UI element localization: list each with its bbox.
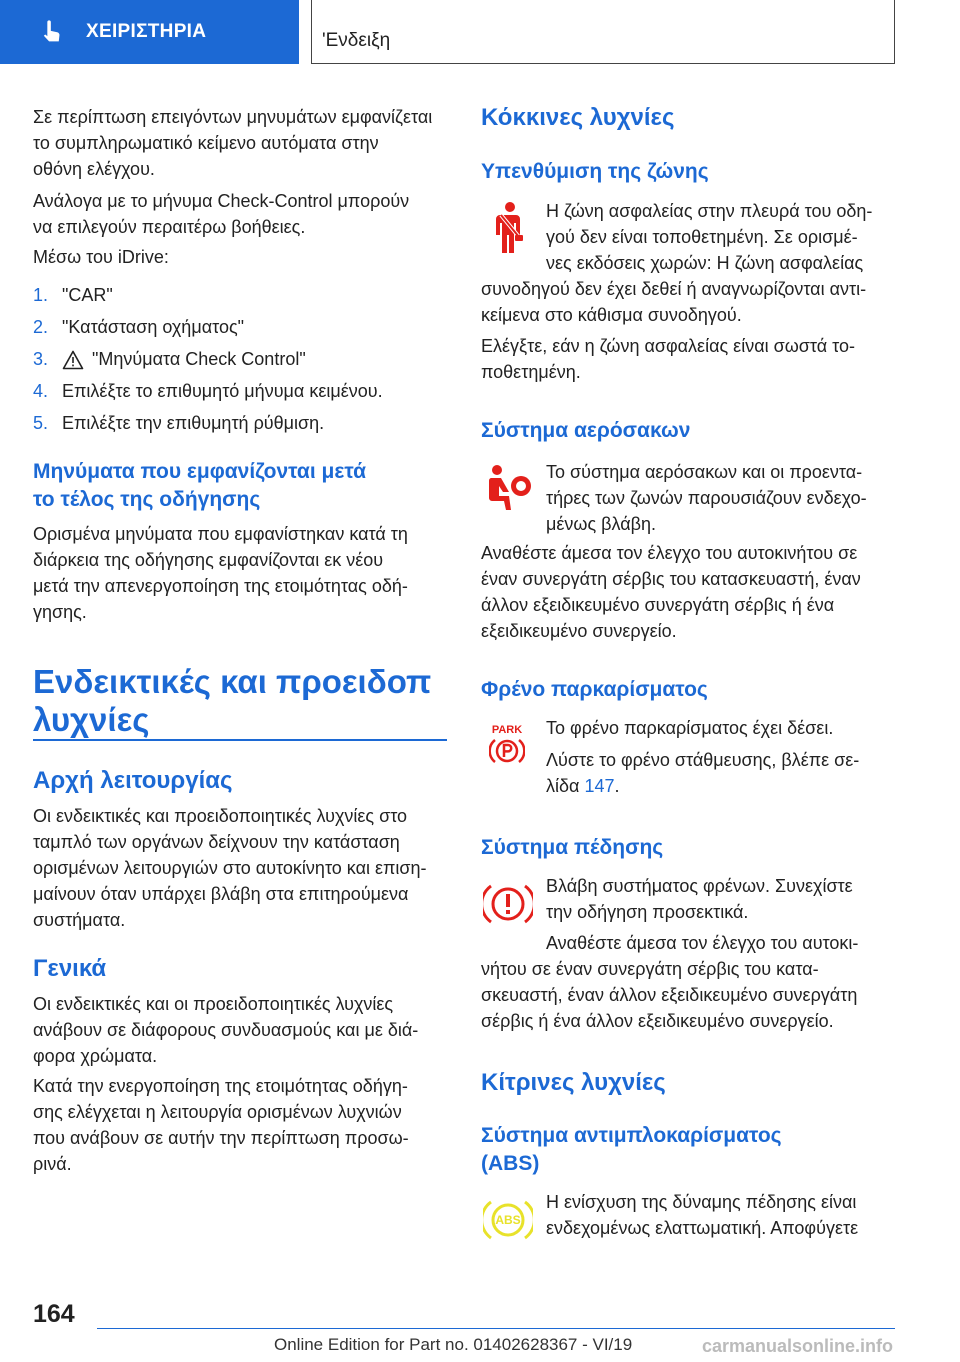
text-line: γησης. xyxy=(33,602,87,622)
section-heading-after-drive xyxy=(33,458,366,514)
subheading-brake-system: Σύστημα πέδησης xyxy=(481,836,664,859)
general-paragraph-1 xyxy=(33,991,418,1069)
park-text-3 xyxy=(546,773,620,799)
step-number: 1. xyxy=(33,285,49,305)
text-line: Ορισμένα μηνύματα που εμφανίστηκαν κατά τη xyxy=(33,524,408,544)
text-line: άλλον εξειδικευμένο συνεργάτη σέρβις ή ένα xyxy=(481,595,835,615)
text-line: Οι ενδεικτικές και προειδοποιητικές λυχνίες στο xyxy=(33,806,408,826)
step-text: Επιλέξτε την επιθυμητή ρύθμιση. xyxy=(62,413,325,433)
text-line: ενδεχομένως ελαττωματική. Αποφύγετε xyxy=(546,1218,859,1238)
text-line: έναν συνεργάτη σέρβις του κατασκευαστή, έναν xyxy=(481,569,861,589)
idrive-paragraph: Μέσω του iDrive: xyxy=(33,247,169,267)
text-line: εξειδικευμένο συνεργείο. xyxy=(481,621,677,641)
function-paragraph xyxy=(33,803,427,933)
text-line: σκευαστή, έναν άλλον εξειδικευμένο συνεργάτη xyxy=(481,985,858,1005)
subheading-parking-brake: Φρένο παρκαρίσματος xyxy=(481,678,708,701)
text-line: Σε περίπτωση επειγόντων μηνυμάτων εμφανίζεται xyxy=(33,107,433,127)
parking-brake-icon xyxy=(489,724,525,768)
brake-service-first-line: Αναθέστε άμεσα τον έλεγχο του αυτοκι- xyxy=(546,933,859,953)
intro-paragraph xyxy=(33,104,432,182)
text-line: συνοδηγού δεν έχει δεθεί ή αναγνωρίζονται αντι- xyxy=(481,279,867,299)
text-line: την οδήγηση προσεκτικά. xyxy=(546,902,749,922)
abs-text xyxy=(546,1189,858,1241)
text-line: σέρβις ή ένα άλλον εξειδικευμένο συνεργείο. xyxy=(481,1011,834,1031)
text-line: ταμπλό των οργάνων δείχνουν την κατάσταση xyxy=(33,832,400,852)
seatbelt-check-paragraph xyxy=(481,333,855,385)
section-heading-yellow-lights: Κίτρινες λυχνίες xyxy=(481,1069,666,1096)
heading-line: Σύστημα αντιμπλοκαρίσματος xyxy=(481,1124,782,1147)
step-text: Επιλέξτε το επιθυμητό μήνυμα κειμένου. xyxy=(62,381,383,401)
text-span: . xyxy=(614,776,620,796)
brake-text xyxy=(546,873,853,925)
text-line: Κατά την ενεργοποίηση της ετοιμότητας οδήγη- xyxy=(33,1076,408,1096)
heading-line: Μηνύματα που εμφανίζονται μετά xyxy=(33,460,367,483)
warning-triangle-icon xyxy=(62,350,84,370)
step-number: 3. xyxy=(33,349,49,369)
text-line: σης ελέγχεται η λειτουργία ορισμένων λυχνιών xyxy=(33,1102,402,1122)
text-line: φορα χρώματα. xyxy=(33,1046,158,1066)
step-number: 2. xyxy=(33,317,49,337)
subheading-abs xyxy=(481,1122,782,1178)
after-drive-paragraph xyxy=(33,521,408,625)
edition-note: Online Edition for Part no. 01402628367 - VI/19 xyxy=(274,1335,633,1354)
text-line: κείμενα στο κάθισμα συνοδηγού. xyxy=(481,305,742,325)
section-heading-function: Αρχή λειτουργίας xyxy=(33,767,233,794)
step-number: 5. xyxy=(33,413,49,433)
seatbelt-text-indented xyxy=(546,198,872,276)
text-line: διάρκεια της οδήγησης εμφανίζονται εκ νέου xyxy=(33,550,384,570)
text-line: μετά την απενεργοποίηση της ετοιμότητας οδή- xyxy=(33,576,408,596)
chapter-header xyxy=(311,0,895,64)
text-line: ρινά. xyxy=(33,1154,72,1174)
section-tab[interactable] xyxy=(0,0,299,64)
airbag-warning-icon xyxy=(483,462,533,512)
chapter-title xyxy=(33,663,431,739)
text-line: μένως βλάβη. xyxy=(546,514,656,534)
airbag-text xyxy=(546,459,867,537)
park-icon-label: PARK xyxy=(491,724,523,736)
text-line: τήρες των ζωνών παρουσιάζουν ενδεχο- xyxy=(546,488,867,508)
general-paragraph-2 xyxy=(33,1073,409,1177)
subheading-seatbelt: Υπενθύμιση της ζώνης xyxy=(481,160,709,183)
text-line: νες εκδόσεις χωρών: Η ζώνη ασφαλείας xyxy=(546,253,864,273)
airbag-service-paragraph xyxy=(481,540,861,644)
text-line: γού δεν είναι τοποθετημένη. Σε ορισμέ- xyxy=(546,227,858,247)
abs-icon-label: ABS xyxy=(495,1213,521,1227)
park-text-2: Λύστε το φρένο στάθμευσης, βλέπε σε- xyxy=(546,750,860,770)
section-heading-red-lights: Κόκκινες λυχνίες xyxy=(481,104,675,131)
title-underline xyxy=(33,739,447,741)
hand-pointer-icon xyxy=(38,18,66,46)
footer-rule xyxy=(97,1328,895,1329)
step-text: "Κατάσταση οχήματος" xyxy=(62,317,245,337)
text-line: ορισμένων λειτουργιών στο αυτοκίνητο και επιση- xyxy=(33,858,427,878)
text-line: Οι ενδεικτικές και οι προειδοποιητικές λυχνίες xyxy=(33,994,394,1014)
page-number: 164 xyxy=(33,1300,75,1328)
text-line: Το σύστημα αερόσακων και οι προεντα- xyxy=(546,462,863,482)
text-line: να επιλεγούν περαιτέρω βοήθειες. xyxy=(33,217,306,237)
text-line: που ανάβουν σε αυτήν την περίπτωση προσω- xyxy=(33,1128,409,1148)
section-label: ΧΕΙΡΙΣΤΗΡΙΑ xyxy=(86,21,207,42)
watermark: carmanualsonline.info xyxy=(702,1336,894,1356)
checkcontrol-paragraph xyxy=(33,188,409,240)
heading-line: το τέλος της οδήγησης xyxy=(33,488,261,511)
text-line: μαίνουν όταν υπάρχει βλάβη στα επιτηρούμενα xyxy=(33,884,409,904)
text-line: ανάβουν σε διάφορους συνδυασμούς και με διά- xyxy=(33,1020,419,1040)
text-line: ποθετημένη. xyxy=(481,362,581,382)
text-span: λίδα xyxy=(546,776,585,796)
seatbelt-warning-icon xyxy=(489,201,529,255)
step-text: "CAR" xyxy=(62,285,113,305)
abs-warning-icon xyxy=(483,1198,533,1242)
text-line: το συμπληρωματικό κείμενο αυτόματα στην xyxy=(33,133,379,153)
text-line: Η ενίσχυση της δύναμης πέδησης είναι xyxy=(546,1192,857,1212)
park-circle-icon xyxy=(489,736,525,766)
title-line: Ενδεικτικές και προειδοπ xyxy=(33,663,432,700)
text-line: νήτου σε έναν συνεργάτη σέρβις του κατα- xyxy=(481,959,819,979)
text-line: συστήματα. xyxy=(33,910,126,930)
text-line: Ελέγξτε, εάν η ζώνη ασφαλείας είναι σωστά το- xyxy=(481,336,855,356)
text-line: Η ζώνη ασφαλείας στην πλευρά του οδη- xyxy=(546,201,873,221)
text-line: Ανάλογα με το μήνυμα Check-Control μπορούν xyxy=(33,191,410,211)
text-line: οθόνη ελέγχου. xyxy=(33,159,155,179)
section-heading-general: Γενικά xyxy=(33,955,107,982)
text-line: Αναθέστε άμεσα τον έλεγχο του αυτοκινήτου σε xyxy=(481,543,858,563)
step-number: 4. xyxy=(33,381,49,401)
park-text-1: Το φρένο παρκαρίσματος έχει δέσει. xyxy=(546,718,834,738)
subheading-airbag: Σύστημα αερόσακων xyxy=(481,419,691,442)
brake-warning-icon xyxy=(483,882,533,926)
step-text: "Μηνύματα Check Control" xyxy=(92,349,306,369)
brake-service-paragraph xyxy=(481,956,857,1034)
heading-line: (ABS) xyxy=(481,1152,540,1175)
text-line: Βλάβη συστήματος φρένων. Συνεχίστε xyxy=(546,876,853,896)
seatbelt-text-full xyxy=(481,276,866,328)
page-reference-link[interactable]: 147 xyxy=(584,776,615,796)
title-line: λυχνίες xyxy=(33,701,150,738)
chapter-label: 'Ενδειξη xyxy=(322,30,391,51)
